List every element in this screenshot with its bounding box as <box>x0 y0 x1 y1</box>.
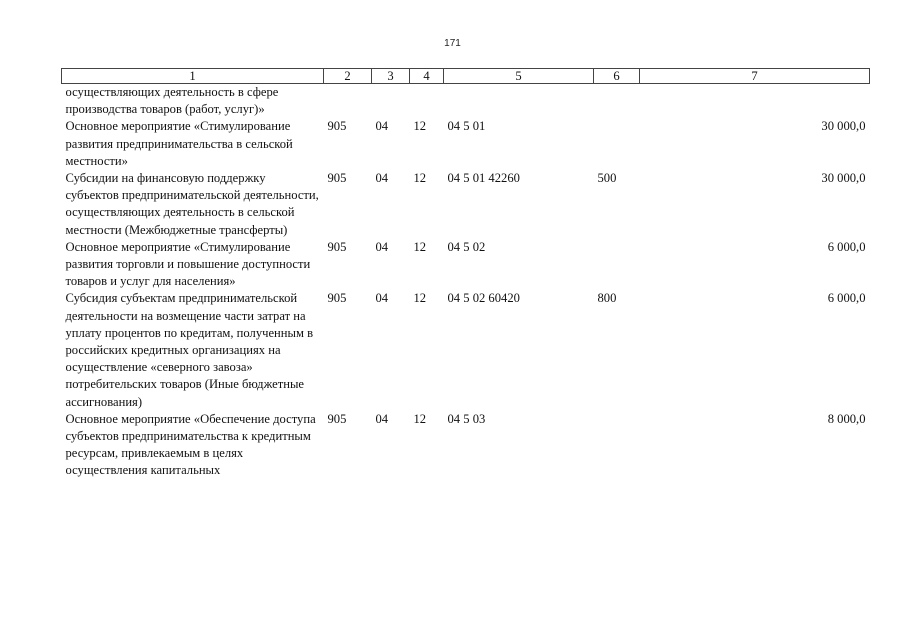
subsection-cell: 12 <box>413 291 427 306</box>
column-header-1: 1 <box>62 69 324 84</box>
expense-type-cell <box>594 118 640 170</box>
target-article-cell: 04 5 01 <box>447 119 486 134</box>
subsection-cell: 12 <box>413 171 427 186</box>
section-cell <box>372 84 410 119</box>
table-row <box>62 411 870 480</box>
page-number: 171 <box>444 38 461 49</box>
ministry-code-cell: 905 <box>327 239 347 254</box>
column-header-6: 6 <box>594 69 640 84</box>
amount-cell <box>640 84 870 119</box>
subsection-cell <box>410 84 444 119</box>
amount-cell: 30 000,0 <box>821 119 866 134</box>
budget-table <box>61 68 870 480</box>
target-article-cell: 04 5 02 <box>447 239 486 254</box>
expense-type-cell <box>594 84 640 119</box>
amount-cell: 30 000,0 <box>821 171 866 186</box>
ministry-code-cell: 905 <box>327 119 347 134</box>
expense-type-cell <box>594 239 640 291</box>
subsection-cell: 12 <box>413 239 427 254</box>
expense-type-cell: 500 <box>597 171 617 186</box>
row-name-cell: Субсидии на финансовую поддержку субъектов предпринимательской деятельности, осуществляющих деятельность в сельской местности (Межбюджетные трансферты) <box>65 171 319 237</box>
ministry-code-cell: 905 <box>327 171 347 186</box>
row-name-cell: Основное мероприятие «Стимулирование развития торговли и повышение доступности товаров и услуг для населения» <box>65 239 311 289</box>
ministry-code-cell <box>324 84 372 119</box>
ministry-code-cell: 905 <box>327 411 347 426</box>
column-header-4: 4 <box>410 69 444 84</box>
target-article-cell <box>444 84 594 119</box>
column-header-2: 2 <box>324 69 372 84</box>
column-header-7: 7 <box>640 69 870 84</box>
section-cell: 04 <box>375 171 389 186</box>
target-article-cell: 04 5 01 42260 <box>447 171 520 186</box>
section-cell: 04 <box>375 411 389 426</box>
table-row <box>62 290 870 410</box>
row-name-cell: осуществляющих деятельность в сфере производства товаров (работ, услуг)» <box>65 85 279 117</box>
section-cell: 04 <box>375 291 389 306</box>
expense-type-cell: 800 <box>597 291 617 306</box>
column-header-3: 3 <box>372 69 410 84</box>
table-row <box>62 118 870 170</box>
amount-cell: 8 000,0 <box>827 411 866 426</box>
expense-type-cell <box>594 411 640 480</box>
table-header-row <box>62 69 870 84</box>
table-row <box>62 239 870 291</box>
amount-cell: 6 000,0 <box>827 239 866 254</box>
row-name-cell: Субсидия субъектам предпринимательской деятельности на возмещение части затрат на уплату процентов по кредитам, полученным в российских кредитных организациях на осуществление «северного завоза» потребительских товаров (Иные бюджетные ассигнования) <box>65 291 314 409</box>
section-cell: 04 <box>375 119 389 134</box>
subsection-cell: 12 <box>413 119 427 134</box>
row-name-cell: Основное мероприятие «Обеспечение доступа субъектов предпринимательства к кредитным ресурсам, привлекаемым в целях осуществления капитальных <box>65 411 316 478</box>
ministry-code-cell: 905 <box>327 291 347 306</box>
table-row <box>62 84 870 119</box>
table-row <box>62 170 870 239</box>
amount-cell: 6 000,0 <box>827 291 866 306</box>
row-name-cell: Основное мероприятие «Стимулирование развития предпринимательства в сельской местности» <box>65 119 293 168</box>
subsection-cell: 12 <box>413 411 427 426</box>
column-header-5: 5 <box>444 69 594 84</box>
section-cell: 04 <box>375 239 389 254</box>
target-article-cell: 04 5 02 60420 <box>447 291 520 306</box>
target-article-cell: 04 5 03 <box>447 411 486 426</box>
